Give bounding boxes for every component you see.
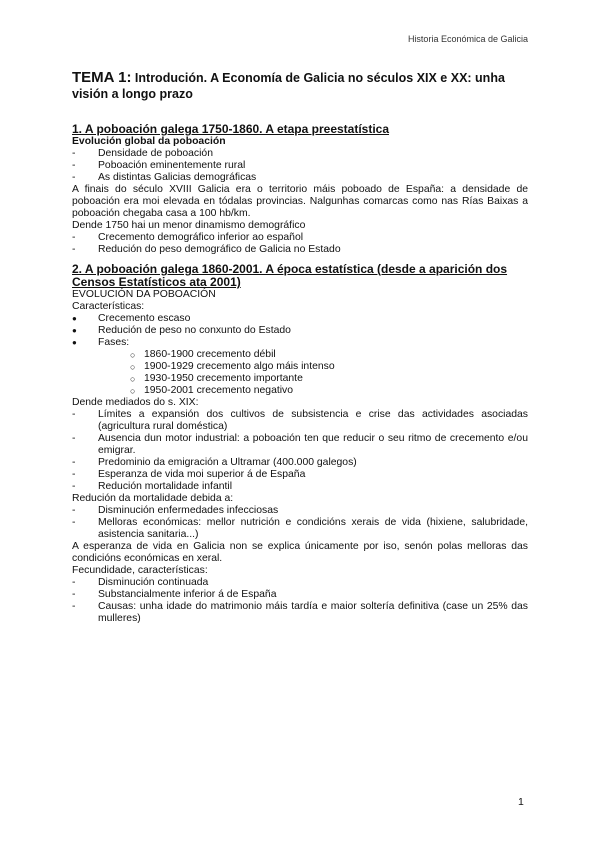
characteristics-label: Características: (72, 301, 145, 312)
list-item: - Predominio da emigración a Ultramar (400.000 galegos) (72, 457, 357, 468)
since-label: Dende mediados do s. XIX: (72, 397, 199, 408)
phases-list (72, 349, 528, 397)
list-item: ○ 1860-1900 crecemento débil (130, 349, 276, 360)
section-1-subheading: Evolución global da poboación (72, 136, 226, 147)
list-item: ● Redución de peso no conxunto do Estado (72, 325, 291, 336)
since-list (72, 409, 528, 493)
list-item: ○ 1900-1929 crecemento algo máis intenso (130, 361, 335, 372)
list-item: ○ 1950-2001 crecemento negativo (130, 385, 294, 396)
list-item: - Esperanza de vida moi superior á de España (72, 469, 306, 480)
list-item: - Ausencia dun motor industrial: a poboación ten que reducir o seu ritmo de crecemento e/ou emigrar. (72, 433, 528, 456)
life-expectancy-paragraph: A esperanza de vida en Galicia non se explica únicamente por iso, senón polas melloras das condicións económicas en xeral. (72, 541, 528, 564)
list-item: ● Crecemento escaso (72, 313, 191, 324)
list-item: ○ 1930-1950 crecemento importante (130, 373, 303, 384)
list-item: - Densidade de poboación (72, 148, 213, 159)
document-title (72, 70, 528, 102)
document-title-lead: TEMA 1: (72, 69, 132, 86)
characteristics-list (72, 313, 528, 349)
section-1-paragraph-2: Dende 1750 hai un menor dinamismo demográfico (72, 220, 306, 231)
section-2-subheading: EVOLUCIÓN DA POBOACIÓN (72, 289, 216, 300)
list-item: - As distintas Galicias demográficas (72, 172, 257, 183)
list-item: - Límites a expansión dos cultivos de subsistencia e crise das actividades asociadas (agricultura rural doméstica) (72, 409, 528, 432)
list-item: - Melloras económicas: mellor nutrición e condicións xerais de vida (hixiene, salubridade, asistencia sanitaria...) (72, 517, 528, 540)
section-1-list-2 (72, 232, 528, 256)
list-item: - Redución do peso demográfico de Galicia no Estado (72, 244, 341, 255)
list-item: - Redución mortalidade infantil (72, 481, 233, 492)
list-item: - Causas: unha idade do matrimonio máis tardía e maior soltería definitiva (case un 25% das mulleres) (72, 601, 528, 624)
section-1-list-1 (72, 148, 528, 184)
list-item: - Poboación eminentemente rural (72, 160, 246, 171)
section-1-paragraph-1: A finais do século XVIII Galicia era o territorio máis poboado de España: a densidade de poboación era moi elevada en tódalas provincias. Nalgunhas comarcas como nas Rías Baixas a poboación chegaba casa a 100 hb/km. (72, 184, 528, 219)
page-number: 1 (518, 796, 524, 808)
section-1-heading: 1. A poboación galega 1750-1860. A etapa preestatística (72, 122, 390, 136)
fertility-label: Fecundidade, características: (72, 565, 208, 576)
fertility-list (72, 577, 528, 625)
running-header: Historia Económica de Galicia (407, 34, 528, 44)
list-item: - Disminución enfermedades infecciosas (72, 505, 279, 516)
mortality-list (72, 505, 528, 541)
document-title-rest: Introdución. A Economía de Galicia no séculos XIX e XX: unha visión a longo prazo (72, 71, 505, 101)
list-item: - Substancialmente inferior á de España (72, 589, 277, 600)
page-content (72, 70, 528, 625)
mortality-label: Redución da mortalidade debida a: (72, 493, 234, 504)
list-item: ● Fases: (72, 337, 130, 348)
section-2-heading: 2. A poboación galega 1860-2001. A época estatística (desde a aparición dos Censos Estatísticos ata 2001) (72, 262, 508, 289)
list-item: - Disminución continuada (72, 577, 209, 588)
list-item: - Crecemento demográfico inferior ao español (72, 232, 304, 243)
